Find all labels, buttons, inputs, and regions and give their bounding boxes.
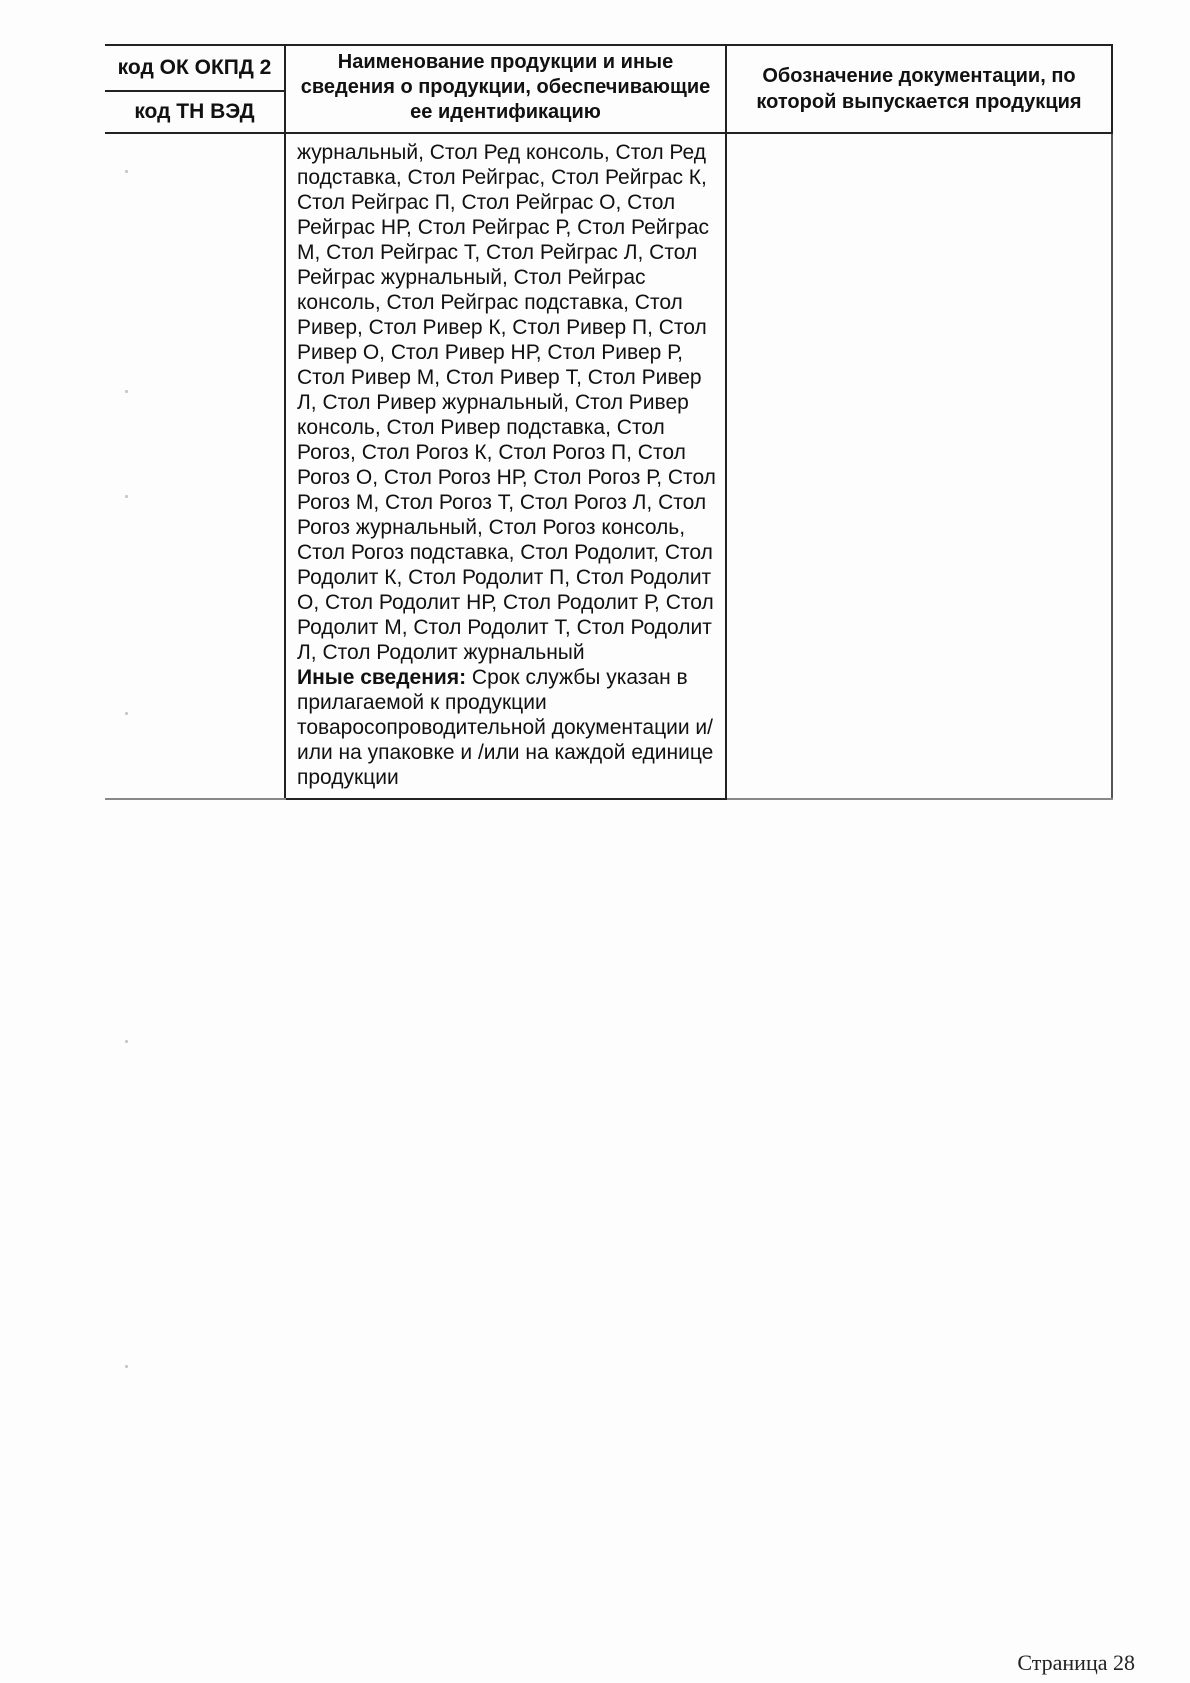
page-number: Страница 28 [1017, 1650, 1135, 1675]
product-cell [285, 133, 726, 799]
scan-speck [125, 170, 128, 173]
table-row [105, 133, 1112, 799]
header-code-cell [105, 45, 285, 133]
header-doc-cell: Обозначение документации, по которой выпускается продукция [726, 45, 1112, 133]
scan-speck [125, 1040, 128, 1043]
other-info-text: Срок службы указан в прилагаемой к продукции товаросопроводительной документации и/или на упаковке и /или на каждой единице продукции [297, 666, 714, 789]
header-name: Наименование продукции и иные сведения о продукции, обеспечивающие ее идентификацию [300, 51, 711, 123]
header-code-tnved: код ТН ВЭД [134, 100, 255, 123]
code-cell [105, 133, 285, 799]
scan-speck [125, 1365, 128, 1368]
header-name-cell [285, 45, 726, 133]
other-info-label: Иные сведения: [297, 666, 467, 689]
product-description [286, 134, 725, 798]
scan-speck [125, 495, 128, 498]
scan-speck [125, 390, 128, 393]
table-header-row [105, 45, 1112, 133]
product-table [105, 44, 1113, 800]
scan-speck [125, 712, 128, 715]
header-code-okpd: код ОК ОКПД 2 [105, 46, 284, 92]
doc-cell [726, 133, 1112, 799]
product-list: журнальный, Стол Ред консоль, Стол Ред подставка, Стол Рейграс, Стол Рейграс К, Стол Рейграс П, Стол Рейграс О, Стол Рейграс НР, Стол Рейграс Р, Стол Рейграс М, Стол Рейграс Т, Стол Рейграс Л, Стол Рейграс журнальный, Стол Рейграс консоль, Стол Рейграс подставка, Стол Ривер, Стол Ривер К, Стол Ривер П, Стол Ривер О, Стол Ривер НР, Стол Ривер Р, Стол Ривер М, Стол Ривер Т, Стол Ривер Л, Стол Ривер журнальный, Стол Ривер консоль, Стол Ривер подставка, Стол Рогоз, Стол Рогоз К, Стол Рогоз П, Стол Рогоз О, Стол Рогоз НР, Стол Рогоз Р, Стол Рогоз М, Стол Рогоз Т, Стол Рогоз Л, Стол Рогоз журнальный, Стол Рогоз консоль, Стол Рогоз подставка, Стол Родолит, Стол Родолит К, Стол Родолит П, Стол Родолит О, Стол Родолит НР, Стол Родолит Р, Стол Родолит М, Стол Родолит Т, Стол Родолит Л, Стол Родолит журнальный [297, 141, 716, 664]
